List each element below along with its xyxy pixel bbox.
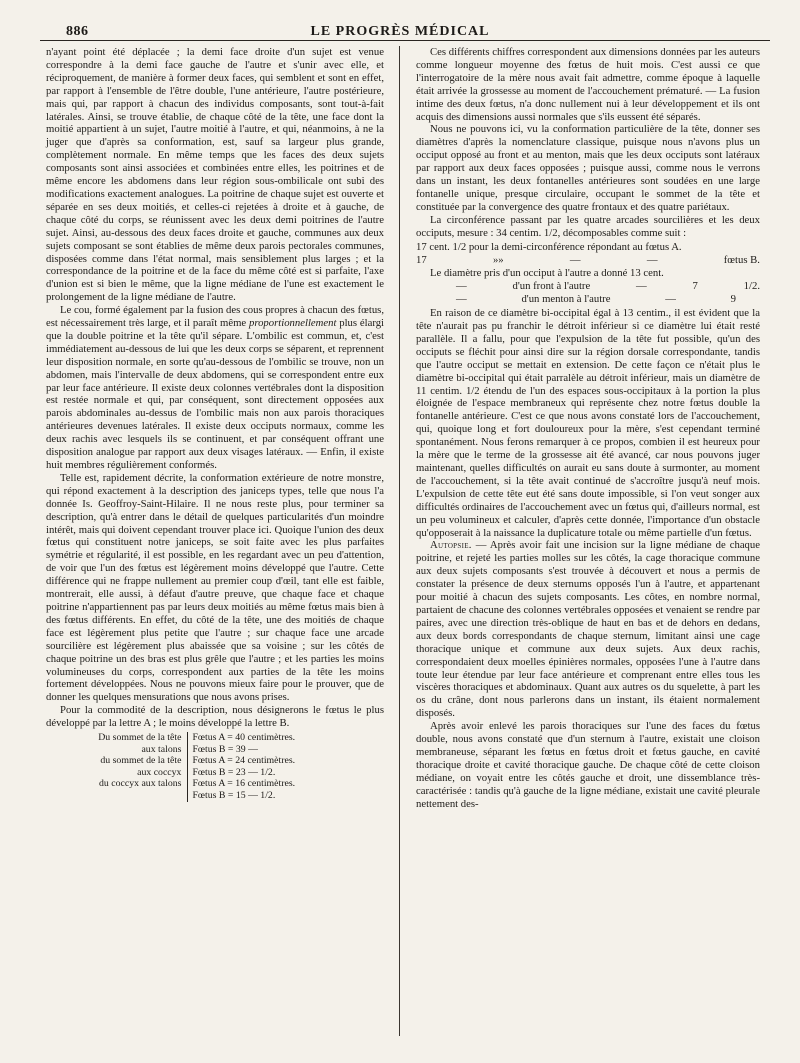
autopsy-text: — Après avoir fait une incision sur la ligne médiane de chaque poitrine, et rejeté les parties molles sur les côtés, la cage thoracique commune aux deux sujets composants s'est trouvée à découvert et nous a permis de constater la présence de deux sternums opposés l'un à l'autre, et appartenant pour moitié à chacun des sujets composants. Les côtes, en nombre normal, partaient de chacune des colonnes vertébrales opposées et venaient se rendre par paires, avec une direction très-oblique de haut en bas et de dehors en dedans, aux deux bords correspondants de chaque sternum, limitant ainsi une cage thoracique unique et commune aux deux sujets. Aux deux rachis, correspondaient deux moelles épinières normales, opposées l'une à l'autre dans toute leur étendue par leur face antérieure et comprenant entre elles tous les viscères thoraciques et abdominaux. Quant aux autres os du squelette, à part les os du crâne, dont nous parlerons dans un instant, ils étaient normalement disposés. xyxy=(416,539,760,720)
right-paragraph-1: Ces différents chiffres correspondent aux dimensions données par les auteurs comme longueur moyenne des fœtus de huit mois. C'est aussi ce que l'interrogatoire de la mère nous avait fait admettre, comme époque à laquelle était arrivée la grossesse au moment de l'accouchement prématuré. — La fusion intime des deux fœtus, n'a donc nullement nui à leur développement et ils ont acquis des dimensions aussi normales que s'ils eussent été séparés. xyxy=(416,46,760,123)
autopsy-paragraph xyxy=(416,539,760,720)
right-paragraph-4: En raison de ce diamètre bi-occipital égal à 13 centim., il est évident que la tête n'aurait pas pu franchir le détroit inférieur si ce diamètre lui était resté parallèle. Il a fallu, pour que l'expulsion de la tête fut possible, qu'un des occiputs se fléchit pour ainsi dire sur la région dorsale correspondante, tandis que l'autre occiput se mettait en extension. De cette façon ce n'était plus le diamètre bi-occipital qui était parralèle au détroit inférieur, mais un diamètre de 11 centim. 1/2 étendu de l'un des espaces sous-occipitaux à la portion la plus éloignée de l'espace membraneux qui représente chez notre fœtus double la fontanelle antérieure. C'est ce que nous avons constaté lors de l'accouchement, qui, quoique long et fort douloureux pour la mère, s'est cependant terminé spontanément. Nous ferons remarquer à ce propos, combien il est heureux pour la mère que le terme de la grossesse ait été avancé, car nous pouvons juger maintenant, quelles difficultés on aurait eu sans doute à surmonter, au moment de l'accouchement, si la tête avait continué de s'accroître jusqu'à neuf mois. L'expulsion de cette tête eut été sans doute impossible, si l'on veut songer aux difficultés ordinaires de l'accouchement avec un fœtus qui, d'ailleurs normal, est un peu volumineux et calculer, d'après cette donnée, l'importance d'un obstacle qu'opposerait à la naissance la duplicature totale ou même partielle d'un fœtus. xyxy=(416,307,760,539)
left-column xyxy=(46,46,384,802)
right-column xyxy=(416,46,760,810)
diameter-line-3: — d'un menton à l'autre — 9 xyxy=(456,293,736,306)
diameter-measures xyxy=(416,267,760,306)
table-row-label: du sommet de la tête aux coccyx xyxy=(100,755,182,778)
table-row xyxy=(46,778,384,801)
left-paragraph-1: n'ayant point été déplacée ; la demi face droite d'un sujet est venue correspondre à la demi face gauche de l'autre et s'unir avec elle, et réciproquement, de manière à former deux faces, qui semblent et sont en effet, par rapport à l'ensemble de l'être double, l'une antérieure, l'autre postérieure, mais qui, par rapport à chacun des individus composants, sont tout-à-fait latérales. Ainsi, se trouve établie, de chaque côté de la tête, une face dont la moitié appartient à un sujet, l'autre moitié à l'autre, et qui, néanmoins, à ne la juger que d'après sa conformation, est, sauf sa largeur plus grande, complètement normale. En même temps que les faces des deux sujets composants sont ainsi associées et combinées entre elles, les poitrines et de même encore les abdomens dans leur région sous-ombilicale ont subi des modifications exactement analogues. La poitrine de chaque sujet est ouverte et séparée en ses deux moitiés, et celles-ci rejetées à droite et à gauche, de chaque côté du corps, se réunissent avec les deux demi poitrines de l'autre sujet. Ainsi, au-dessous des deux faces droite et gauche, communes aux deux sujets composant se sont établies de même deux parois pectorales communes, disposées comme dans l'état normal, mais sensiblement plus larges ; et la correspondance de la poitrine et de la face du même côté est si parfaite, l'axe d'union est si bien le même, que la ligne médiane de l'une est exactement le prolongement de la ligne médiane de l'autre. xyxy=(46,46,384,304)
diameter-line-1: Le diamètre pris d'un occiput à l'autre a donné 13 cent. xyxy=(430,267,664,280)
right-paragraph-2: Nous ne pouvons ici, vu la conformation particulière de la tête, donner ses diamètres d'après la nomenclature classique, puisque nous n'avons plus un occiput opposé au front et au menton, mais que les deux occiputs sont latéraux par rapport aux deux faces opposées ; puisque aussi, comme nous le verrons dans un instant, les deux fontanelles antérieures sont soudées en une large fontanelle unique, presque circulaire, occupant le sommet de la tête et constituée par la convergence des quatre frontaux et des quatre pariétaux. xyxy=(416,123,760,213)
left-paragraph-2 xyxy=(46,304,384,472)
column-divider xyxy=(399,46,400,1036)
table-row-values: Fœtus A = 16 centimètres. Fœtus B = 15 — 1/2. xyxy=(188,778,384,801)
right-paragraph-3: La circonférence passant par les quatre arcades sourcilières et les deux occiputs, mesure : 34 centim. 1/2, décomposables comme suit : xyxy=(416,213,760,239)
table-row xyxy=(46,732,384,755)
italic-word: proportionnellement xyxy=(248,317,337,330)
left-paragraph-3: Telle est, rapidement décrite, la conformation extérieure de notre monstre, qui répond exactement à la description des janiceps types, telle que nous l'a donnée Is. Geoffroy-Saint-Hilaire. Il ne nous reste plus, pour terminer sa description, qu'à entrer dans le détail de quelques particularités d'un moindre intérêt, mais qui doivent cependant trouver place ici. Quoique l'union des deux fœtus qui constituent notre janiceps, se soit faite avec les plus parfaites symétrie et régularité, il est possible, en les regardant avec un peu d'attention, de voir que l'un des fœtus est légèrement moins développé que l'autre. Cette différence qui ne frappe nullement au premier coup d'œil, tant elle est faible, montrerait, elle aussi, à défaut d'autre preuve, que chaque face et chaque poitrine n'appartiennent pas par leurs deux moitiés au même fœtus mais bien à des fœtus différents. En effet, du côté de la tête, une des moitiés de chaque face est légèrement plus petite que l'autre ; sur chaque face une arcade sourcilière est légèrement plus abaissée que sa voisine ; sur les côtés de chaque poitrine un des bras est plus grêle que l'autre ; et les parties les moins volumineuses du corps, correspondent aux parties de la tête les moins fortement développées. Nous ne pouvons mieux faire pour le prouver, que de donner les quelques mensurations que nous avons prises. xyxy=(46,471,384,704)
table-row-values: Fœtus A = 40 centimètres. Fœtus B = 39 — xyxy=(188,732,384,755)
left-paragraph-2-a: Le cou, formé également par la fusion des cous propres à chacun des fœtus, est nécessairement très large, et il paraît même xyxy=(46,304,384,330)
table-row xyxy=(46,755,384,778)
header-rule xyxy=(40,40,770,41)
measure-line-b: 17 »» — — fœtus B. xyxy=(416,253,760,266)
measurements-table xyxy=(46,732,384,802)
table-row-values: Fœtus A = 24 centimètres. Fœtus B = 23 — 1/2. xyxy=(188,755,384,778)
journal-title: LE PROGRÈS MÉDICAL xyxy=(310,24,490,39)
measure-line-a: 17 cent. 1/2 pour la demi-circonférence répondant au fœtus A. xyxy=(416,240,682,253)
left-paragraph-2-b: plus élargi que la double poitrine et la tête qu'il sépare. L'ombilic est commun, et, c'est immédiatement au-dessous de lui que les deux corps se séparent, et reprennent leur disposition normale, en sorte qu'au-dessous de l'ombilic se trouve, non un abdomen, mais l'intervalle de deux abdomens, qui se correspondent entre eux par leur face antérieure. Il existe deux colonnes vertébrales dont la disposition est restée normale et qui, par conséquent, sont directement opposées aux parois abdominales au-dessus de l'ombilic mais non aux parois thoraciques antérieures devenues latérales. Il existe deux occiputs normaux, comme les deux rachis avec lesquels ils se continuent, et par conséquent offrant une disposition analogue par rapport aux deux visages latéraux. — Enfin, il existe huit membres régulièrement conformés. xyxy=(46,317,385,471)
autopsy-heading: Autopsie. xyxy=(430,539,472,552)
table-row-label: Du sommet de la tête aux talons xyxy=(98,732,182,755)
circumference-measures xyxy=(416,241,760,267)
diameter-line-2: — d'un front à l'autre — 7 1/2. xyxy=(456,280,760,293)
table-row-label: du coccyx aux talons xyxy=(99,778,182,790)
right-paragraph-6: Après avoir enlevé les parois thoraciques sur l'une des faces du fœtus double, nous avons constaté que d'un sternum à l'autre, existait une cloison membraneuse, séparant les fœtus en fœtus droit et fœtus gauche, en cavité thoracique droite et cavité thoracique gauche. De chaque côté de cette cloison médiane, on voyait entre les côtés gauche et droit, une dissemblance très-caractérisée : tandis qu'à gauche de la ligne médiane, existait une cavité pleurale nettement des- xyxy=(416,720,760,810)
left-paragraph-4: Pour la commodité de la description, nous désignerons le fœtus le plus développé par la lettre A ; le moins développé la lettre B. xyxy=(46,704,384,730)
page-number: 886 xyxy=(66,24,89,39)
